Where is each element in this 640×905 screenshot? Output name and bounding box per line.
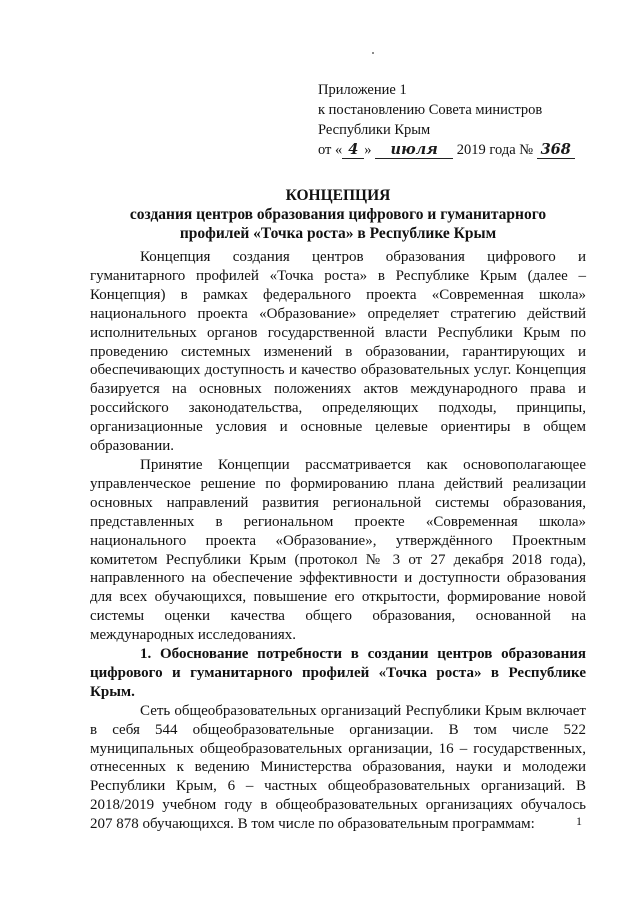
- appendix-block: [318, 80, 618, 160]
- appendix-line-2: к постановлению Совета министров: [318, 102, 543, 118]
- appendix-date-line: [318, 140, 618, 160]
- document-heading: КОНЦЕПЦИЯ: [285, 187, 391, 204]
- section-1-heading: 1. Обоснование потребности в создании центров образования цифрового и гуманитарного профилей «Точка роста» в Республике Крым.: [90, 646, 586, 700]
- section-1-paragraph: Сеть общеобразовательных организаций Республики Крым включает в себя 544 общеобразовательные организации. В том числе 522 муниципальных общеобразовательных организации, 16 – государственных, отнесенных к ведению Министерства образования, науки и молодежи Республики Крым, 6 – частных общеобразовательных организаций. В 2018/2019 учебном году в общеобразовательных организациях обучалось 207 878 обучающихся. В том числе по образовательным программам:: [90, 702, 586, 833]
- day-close: »: [364, 142, 372, 158]
- handwritten-day: 4: [342, 142, 364, 159]
- appendix-line-1: Приложение 1: [318, 82, 407, 98]
- handwritten-number: 368: [537, 142, 575, 159]
- paragraph-adoption: Принятие Концепции рассматривается как основополагающее управленческое решение по формированию плана действий реализации основных направлений развития региональной системы образования, представленных в региональном проекте «Современная школа» национального проекта «Образование», утверждённого Проектным комитетом Республики Крым (протокол № 3 от 27 декабря 2018 года), направленного на обеспечение эффективности и доступности образования для всех обучающихся, повышение его открытости, формирование новой системы оценки качества общего образования, основанной на международных исследованиях.: [90, 456, 586, 644]
- paragraph-intro: Концепция создания центров образования цифрового и гуманитарного профилей «Точка роста» в Республике Крым (далее – Концепция) в рамках федерального проекта «Современная школа» национального проекта «Образование» определяет стратегию действий исполнительных органов государственной власти Республики Крым по проведению системных изменений в образовании, гарантирующих и обеспечивающих доступность и качество образовательных услуг. Концепция базируется на основных положениях актов международного права и российского законодательства, определяющих подходы, принципы, организационные условия и основные целевые ориентиры в общем образовании.: [90, 249, 586, 455]
- document-subtitle-line-2: профилей «Точка роста» в Республике Крым: [179, 225, 497, 242]
- document-body: [90, 248, 586, 834]
- year-text: 2019 года №: [456, 142, 534, 158]
- appendix-line-3: Республики Крым: [318, 122, 431, 138]
- scan-speck: [372, 52, 374, 54]
- page-number: 1: [576, 814, 582, 828]
- document-subtitle-line-1: создания центров образования цифрового и гуманитарного: [129, 206, 547, 223]
- handwritten-month: июля: [375, 142, 453, 159]
- title-block: [90, 186, 586, 243]
- date-prefix: от «: [318, 142, 343, 158]
